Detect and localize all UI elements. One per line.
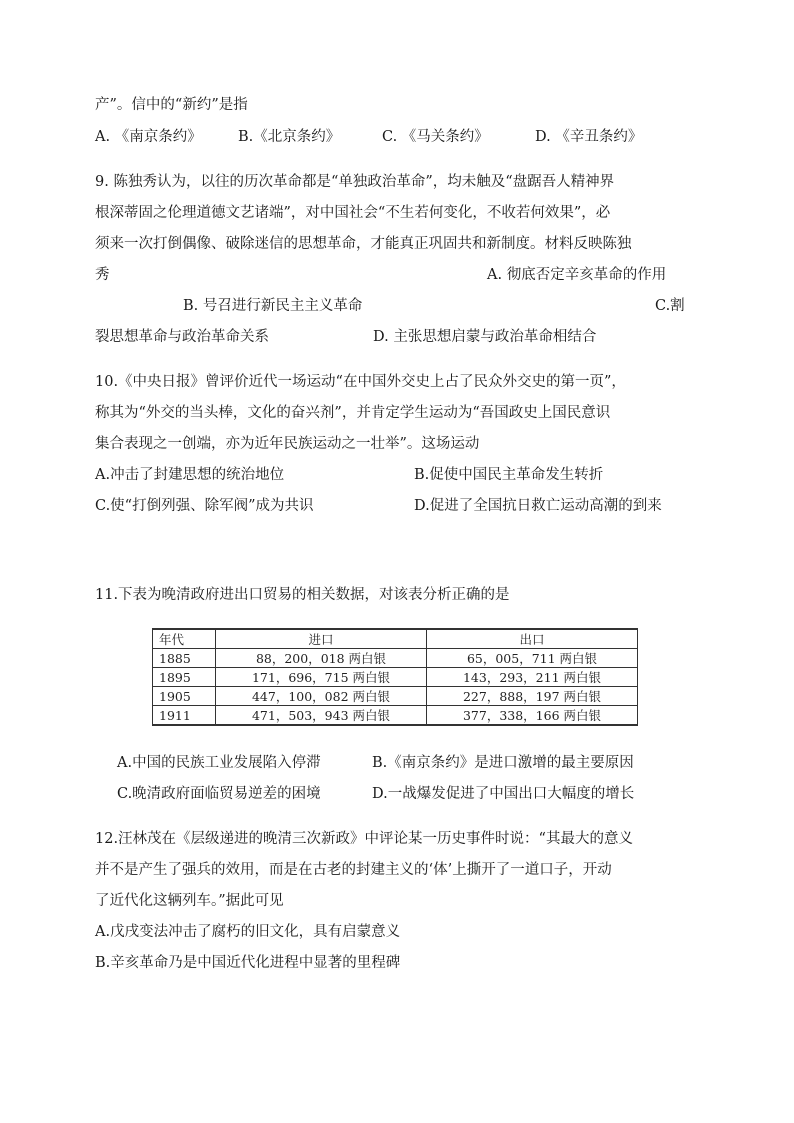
q10-option-a[interactable]: A.冲击了封建思想的统治地位 [95, 467, 285, 483]
q10-option-d[interactable]: D.促进了全国抗日救亡运动高潮的到来 [414, 498, 662, 514]
header-export: 出口 [427, 629, 638, 649]
q8-option-b[interactable]: B.《北京条约》 [238, 129, 341, 145]
q12-option-a[interactable]: A.戊戌变法冲击了腐朽的旧文化，具有启蒙意义 [95, 924, 401, 940]
header-year: 年代 [153, 629, 216, 649]
cell-export: 65，005，711 两白银 [427, 649, 638, 668]
q10-option-b[interactable]: B.促使中国民主革命发生转折 [414, 467, 604, 483]
q9-stem-line-1: 9. 陈独秀认为，以往的历次革命都是“单独政治革命”，均未触及“盘踞吾人精神界 [95, 174, 615, 190]
table-row [153, 649, 638, 668]
q12-option-b[interactable]: B.辛亥革命乃是中国近代化进程中显著的里程碑 [95, 955, 401, 971]
cell-year: 1911 [153, 706, 216, 726]
q8-option-d[interactable]: D. 《辛丑条约》 [535, 129, 643, 145]
cell-export: 227，888，197 两白银 [427, 687, 638, 706]
q11-stem: 11.下表为晚清政府进出口贸易的相关数据，对该表分析正确的是 [95, 587, 510, 603]
table-header-row [153, 629, 638, 649]
q9-option-b[interactable]: B. 号召进行新民主主义革命 [183, 298, 363, 314]
q9-option-d[interactable]: D. 主张思想启蒙与政治革命相结合 [373, 329, 597, 345]
table-row [153, 687, 638, 706]
q10-stem-line-2: 称其为“外交的当头棒，文化的奋兴剂”，并肯定学生运动为“吾国政史上国民意识 [95, 405, 611, 421]
table-row [153, 706, 638, 726]
q11-option-a[interactable]: A.中国的民族工业发展陷入停滞 [117, 755, 321, 771]
q9-stem-line-2: 根深蒂固之伦理道德文艺诸端”，对中国社会“不生若何变化，不收若何效果”，必 [95, 205, 611, 221]
cell-import: 471，503，943 两白银 [216, 706, 427, 726]
cell-import: 447，100，082 两白银 [216, 687, 427, 706]
q11-option-c[interactable]: C.晚清政府面临贸易逆差的困境 [117, 786, 321, 802]
q9-option-a[interactable]: A. 彻底否定辛亥革命的作用 [487, 267, 667, 283]
table-row [153, 668, 638, 687]
q12-stem-line-1: 12.汪林茂在《层级递进的晚清三次新政》中评论某一历史事件时说：“其最大的意义 [95, 831, 633, 847]
cell-year: 1895 [153, 668, 216, 687]
header-import: 进口 [216, 629, 427, 649]
q9-stem-line-4: 秀 [95, 267, 110, 283]
q8-option-a[interactable]: A. 《南京条约》 [95, 129, 202, 145]
cell-year: 1885 [153, 649, 216, 668]
cell-export: 143，293，211 两白银 [427, 668, 638, 687]
q11-option-b[interactable]: B.《南京条约》是进口激增的最主要原因 [372, 755, 634, 771]
q10-option-c[interactable]: C.使“打倒列强、除军阀”成为共识 [95, 498, 314, 514]
cell-year: 1905 [153, 687, 216, 706]
q10-stem-line-3: 集合表现之一创端，亦为近年民族运动之一壮举”。这场运动 [95, 436, 480, 452]
q8-option-c[interactable]: C. 《马关条约》 [382, 129, 489, 145]
q8-stem-continuation: 产”。信中的“新约”是指 [95, 97, 248, 113]
q12-stem-line-3: 了近代化这辆列车。”据此可见 [95, 893, 284, 909]
q9-stem-line-3: 须来一次打倒偶像、破除迷信的思想革命，才能真正巩固共和新制度。材料反映陈独 [95, 236, 632, 252]
q9-option-c-end[interactable]: 裂思想革命与政治革命关系 [95, 329, 269, 345]
cell-import: 171，696，715 两白银 [216, 668, 427, 687]
q10-stem-line-1: 10.《中央日报》曾评价近代一场运动“在中国外交史上占了民众外交史的第一页”， [95, 374, 626, 390]
cell-import: 88，200，018 两白银 [216, 649, 427, 668]
q12-stem-line-2: 并不是产生了强兵的效用，而是在古老的封建主义的‘体’上撕开了一道口子，开动 [95, 862, 612, 878]
cell-export: 377，338，166 两白银 [427, 706, 638, 726]
trade-data-table [152, 628, 638, 726]
q9-option-c-start[interactable]: C.割 [655, 298, 685, 314]
q11-option-d[interactable]: D.一战爆发促进了中国出口大幅度的增长 [372, 786, 635, 802]
